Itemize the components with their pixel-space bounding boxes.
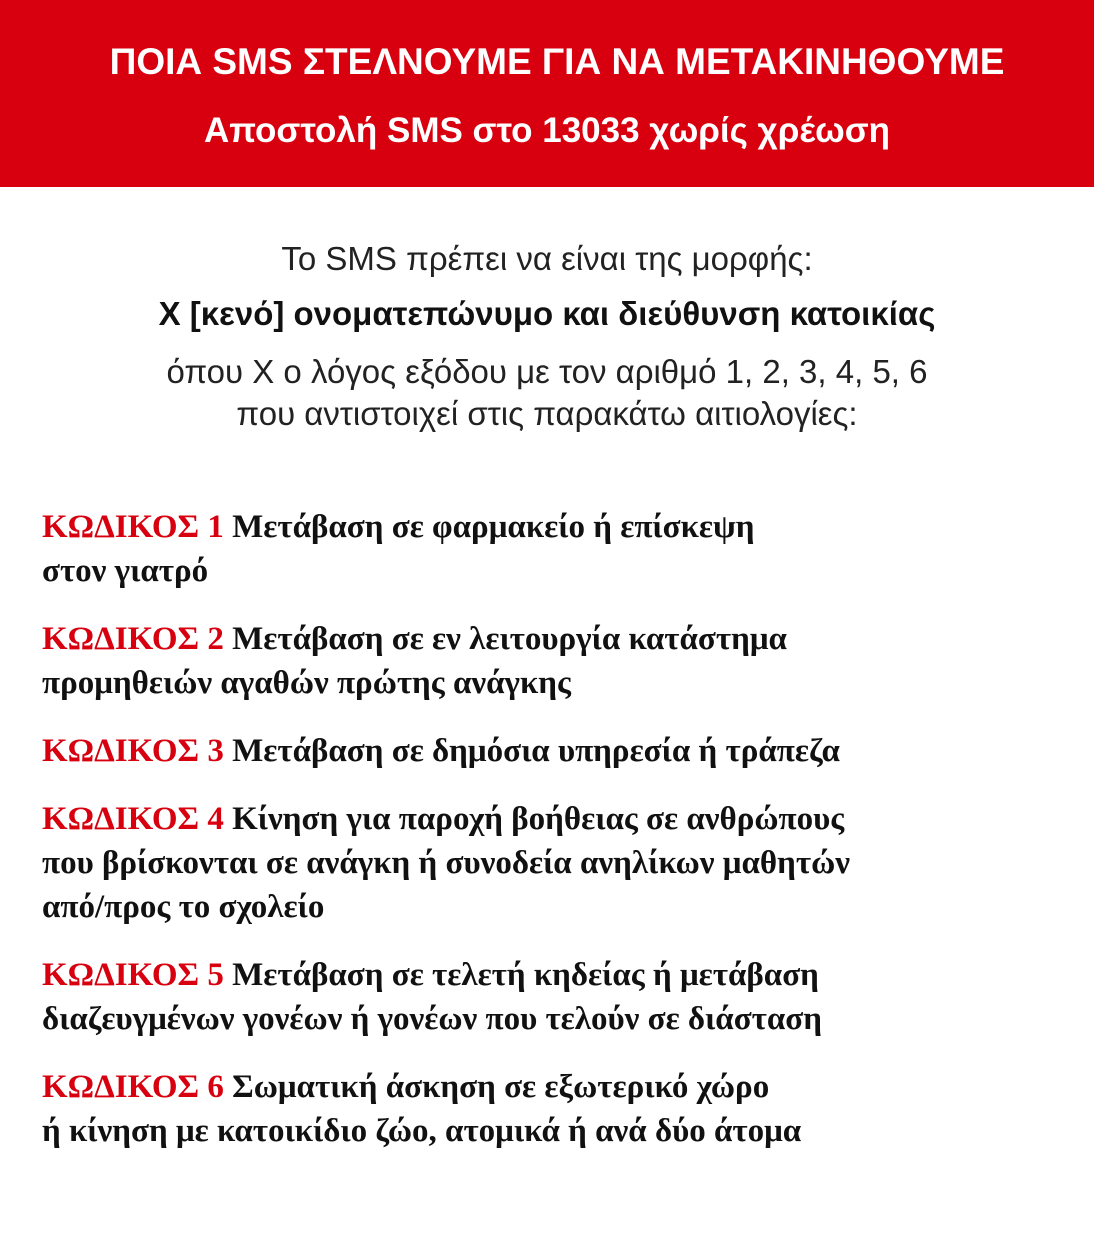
intro-line-3: όπου Χ ο λόγος εξόδου με τον αριθμό 1, 2, 3, 4, 5, 6 (166, 353, 928, 390)
header-banner (0, 0, 1094, 187)
code-text: στον γιατρό (42, 553, 209, 589)
code-label: ΚΩΔΙΚΟΣ 5 (42, 957, 224, 993)
code-label: ΚΩΔΙΚΟΣ 2 (42, 621, 224, 657)
code-text: Μετάβαση σε εν λειτουργία κατάστημα (232, 621, 787, 657)
code-item-6 (42, 1065, 1072, 1153)
code-label: ΚΩΔΙΚΟΣ 6 (42, 1069, 224, 1105)
code-text: από/προς το σχολείο (42, 889, 325, 925)
code-text: που βρίσκονται σε ανάγκη ή συνοδεία ανηλίκων μαθητών (42, 845, 850, 881)
code-item-2 (42, 617, 1072, 705)
code-text: Μετάβαση σε φαρμακείο ή επίσκεψη (232, 509, 755, 545)
header-subtitle: Αποστολή SMS στο 13033 χωρίς χρέωση (203, 111, 891, 150)
code-label: ΚΩΔΙΚΟΣ 1 (42, 509, 224, 545)
code-item-3 (42, 729, 1072, 773)
code-text: Μετάβαση σε δημόσια υπηρεσία ή τράπεζα (232, 733, 840, 769)
code-text: Σωματική άσκηση σε εξωτερικό χώρο (232, 1069, 770, 1105)
code-line (42, 1065, 1072, 1109)
sms-format-line: Χ [κενό] ονοματεπώνυμο και διεύθυνση κατοικίας (158, 295, 936, 332)
code-text: Μετάβαση σε τελετή κηδείας ή μετάβαση (232, 957, 819, 993)
code-label: ΚΩΔΙΚΟΣ 3 (42, 733, 224, 769)
code-line (42, 953, 1072, 997)
intro-line-4: που αντιστοιχεί στις παρακάτω αιτιολογίες: (236, 395, 858, 432)
header-title: ΠΟΙΑ SMS ΣΤΕΛΝΟΥΜΕ ΓΙΑ ΝΑ ΜΕΤΑΚΙΝΗΘΟΥΜΕ (109, 41, 1005, 82)
code-list (42, 505, 1072, 1177)
code-item-1 (42, 505, 1072, 593)
code-text: διαζευγμένων γονέων ή γονέων που τελούν σε διάσταση (42, 1001, 822, 1037)
code-line (42, 797, 1072, 841)
code-line (42, 505, 1072, 549)
code-label: ΚΩΔΙΚΟΣ 4 (42, 801, 224, 837)
code-text: ή κίνηση με κατοικίδιο ζώο, ατομικά ή ανά δύο άτομα (42, 1113, 802, 1149)
intro-section (0, 238, 1094, 435)
code-line (42, 729, 1072, 773)
code-item-4 (42, 797, 1072, 929)
intro-line-1: Το SMS πρέπει να είναι της μορφής: (281, 240, 813, 277)
code-item-5 (42, 953, 1072, 1041)
code-line (42, 617, 1072, 661)
code-text: προμηθειών αγαθών πρώτης ανάγκης (42, 665, 571, 701)
code-text: Κίνηση για παροχή βοήθειας σε ανθρώπους (232, 801, 845, 837)
